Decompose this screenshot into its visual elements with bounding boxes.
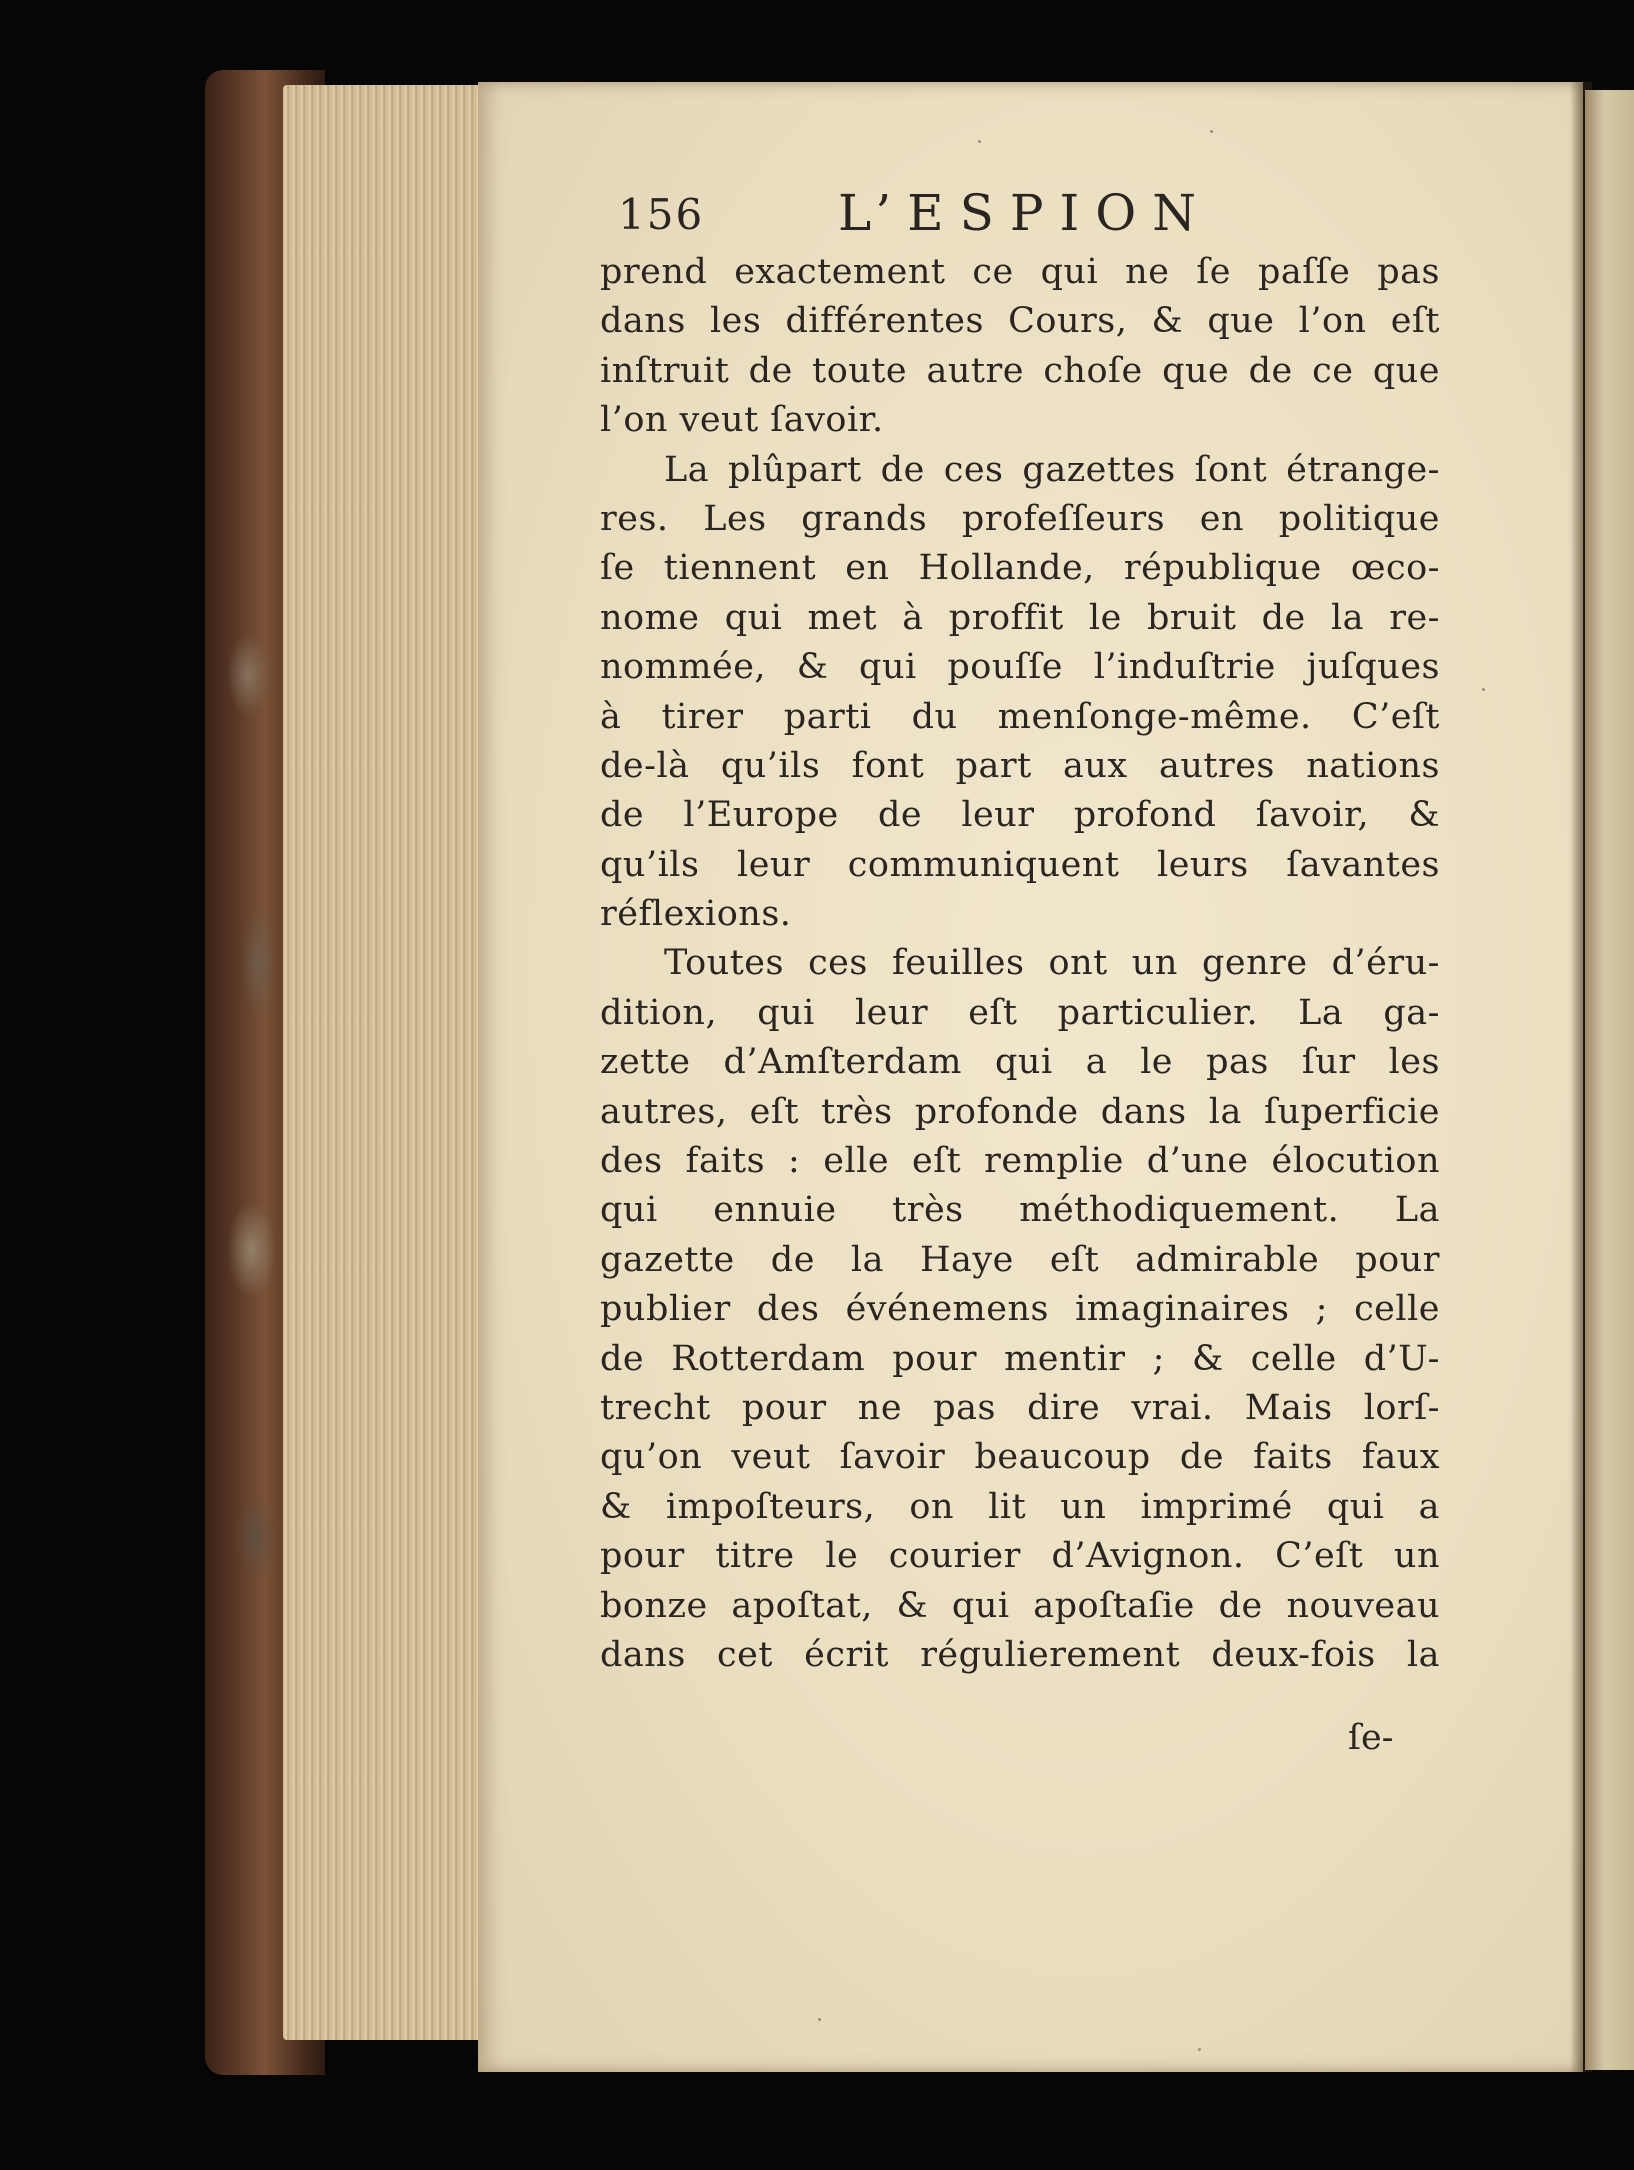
text-line: zette d’Amſterdam qui a le pas ſur les xyxy=(600,1042,1440,1083)
paper-speck xyxy=(818,2018,821,2021)
text-line: dans les différentes Cours, & que l’on eſt xyxy=(600,301,1440,342)
page-number: 156 xyxy=(618,190,705,239)
text-line: qu’ils leur communiquent leurs ſavantes xyxy=(600,844,1440,885)
paper-speck xyxy=(1210,130,1213,133)
text-line: La plûpart de ces gazettes ſont étrange- xyxy=(664,449,1440,490)
text-line: gazette de la Haye eſt admirable pour xyxy=(600,1239,1440,1280)
catchword: ſe- xyxy=(1348,1718,1394,1758)
text-line: publier des événemens imaginaires ; celle xyxy=(600,1289,1440,1330)
text-line: Toutes ces feuilles ont un genre d’éru- xyxy=(664,943,1440,984)
text-line: de l’Europe de leur profond ſavoir, & xyxy=(600,795,1440,836)
page-edges xyxy=(283,85,483,2040)
text-line: nome qui met à proffit le bruit de la re- xyxy=(600,597,1440,638)
running-title: L’ESPION xyxy=(838,184,1212,242)
paper-speck xyxy=(978,140,981,143)
text-line: des faits : elle eſt remplie d’une élocution xyxy=(600,1141,1440,1182)
running-head xyxy=(618,184,1218,254)
facing-page-edge xyxy=(1585,90,1634,2070)
text-line: dans cet écrit régulierement deux-fois la xyxy=(600,1634,1440,1675)
text-line: autres, eſt très profonde dans la ſuperficie xyxy=(600,1091,1440,1132)
text-line: bonze apoſtat, & qui apoſtaſie de nouveau xyxy=(600,1585,1440,1626)
text-line: de-là qu’ils font part aux autres nations xyxy=(600,745,1440,786)
body-text xyxy=(600,248,1440,1680)
text-line: pour titre le courier d’Avignon. C’eſt un xyxy=(600,1536,1440,1577)
text-line: qui ennuie très méthodiquement. La xyxy=(600,1190,1440,1231)
text-line: réflexions. xyxy=(600,894,792,935)
text-line: l’on veut ſavoir. xyxy=(600,400,884,441)
text-line: de Rotterdam pour mentir ; & celle d’U- xyxy=(600,1338,1440,1379)
text-line: inſtruit de toute autre choſe que de ce que xyxy=(600,350,1440,391)
text-line: res. Les grands profeſſeurs en politique xyxy=(600,498,1440,539)
text-line: prend exactement ce qui ne ſe paſſe pas xyxy=(600,252,1440,292)
text-line: ſe tiennent en Hollande, république œco- xyxy=(600,548,1440,589)
marbled-cover-pattern xyxy=(220,560,290,1710)
text-line: & impoſteurs, on lit un imprimé qui a xyxy=(600,1486,1440,1527)
paper-speck xyxy=(1198,2048,1201,2051)
text-line: qu’on veut ſavoir beaucoup de faits faux xyxy=(600,1437,1440,1478)
text-line: trecht pour ne pas dire vrai. Mais lorſ- xyxy=(600,1387,1440,1428)
text-line: à tirer parti du menſonge-même. C’eſt xyxy=(600,696,1440,737)
text-line: dition, qui leur eſt particulier. La ga- xyxy=(600,992,1440,1033)
text-line: nommée, & qui pouſſe l’induſtrie juſques xyxy=(600,647,1440,688)
paper-speck xyxy=(1482,688,1485,691)
